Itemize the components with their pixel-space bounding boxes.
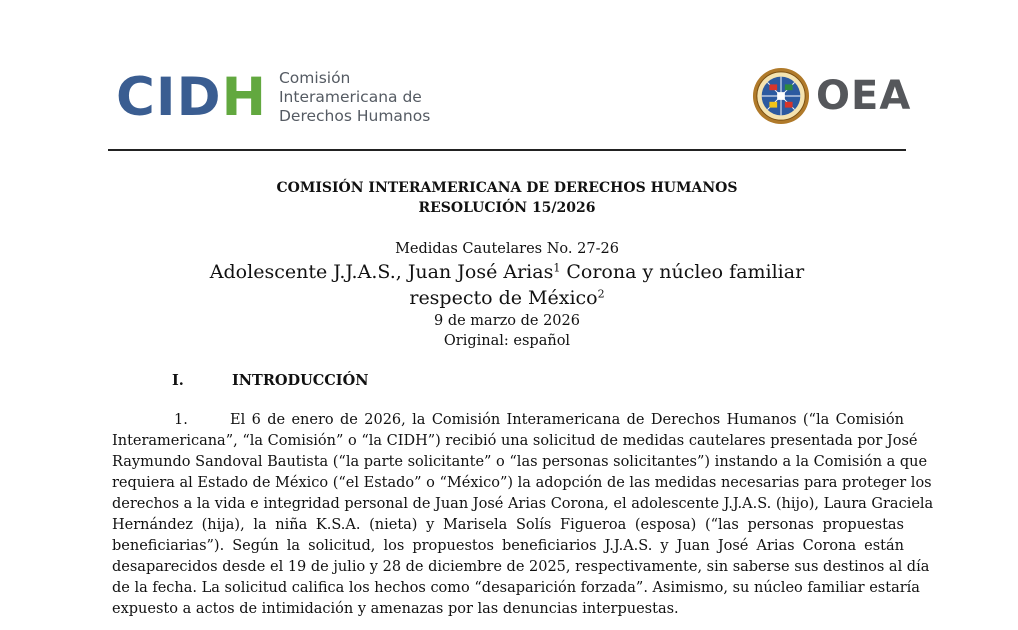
paragraph-line: de la fecha. La solicitud califica los hechos como “desaparición forzada”. Asimismo, su núcleo familiar estaría <box>112 580 920 596</box>
cidh-name-line: Derechos Humanos <box>278 106 431 125</box>
paragraph-line: Interamericana”, “la Comisión” o “la CIDH”) recibió una solicitud de medidas cautelares presentada por José <box>112 433 918 449</box>
resolution-title: RESOLUCIÓN 15/2026 <box>418 200 596 216</box>
paragraph-line: derechos a la vida e integridad personal de Juan José Arias Corona, el adolescente J.J.A.S. (hijo), Laura Graciela <box>112 496 934 512</box>
case-title-line-2 <box>108 287 906 309</box>
paragraph-line: Raymundo Sandoval Bautista (“la parte solicitante” o “las personas solicitantes”) instando a la Comisión a que <box>112 454 928 470</box>
oea-logo <box>752 66 911 126</box>
section-number: I. <box>172 372 184 389</box>
header-divider <box>108 149 906 151</box>
cidh-logo <box>116 66 430 128</box>
footnote-ref-1[interactable]: 1 <box>553 261 561 275</box>
cidh-name-line: Interamericana de <box>278 87 422 106</box>
case-title-text: Adolescente J.J.A.S., Juan José Arias <box>209 261 554 283</box>
original-language: Original: español <box>443 333 571 349</box>
cidh-logo-name <box>279 69 430 126</box>
measures-number: Medidas Cautelares No. 27-26 <box>395 241 619 257</box>
footnote-ref-2[interactable]: 2 <box>597 287 605 301</box>
paragraph-line-text: El 6 de enero de 2026, la Comisión Interamericana de Derechos Humanos (“la Comisión <box>230 412 904 428</box>
paragraph-line: Hernández (hija), la niña K.S.A. (nieta) y Marisela Solís Figueroa (esposa) (“las personas propuestas <box>112 517 904 533</box>
paragraph-line: beneficiarias”). Según la solicitud, los propuestos beneficiarios J.J.A.S. y Juan José Arias Corona están <box>112 538 904 554</box>
oea-logo-text: OEA <box>816 73 912 119</box>
paragraph-line: desaparecidos desde el 19 de julio y 28 de diciembre de 2025, respectivamente, sin saberse sus destinos al día <box>112 559 930 575</box>
cidh-logo-letters: CID <box>116 66 222 128</box>
paragraph-line: expuesto a actos de intimidación y amenazas por las denuncias interpuestas. <box>112 601 679 617</box>
cidh-name-line: Comisión <box>278 68 351 87</box>
paragraph-line: requiera al Estado de México (“el Estado” o “México”) la adopción de las medidas necesarias para proteger los <box>112 475 932 491</box>
cidh-logo-letter-h: H <box>221 66 267 128</box>
resolution-date: 9 de marzo de 2026 <box>434 313 580 329</box>
case-title-text: respecto de México <box>409 287 598 309</box>
paragraph-number: 1. <box>174 412 188 428</box>
cidh-logo-mark <box>116 66 267 128</box>
oea-seal-icon <box>752 67 810 125</box>
paragraph-1 <box>112 410 934 620</box>
organization-title: COMISIÓN INTERAMERICANA DE DERECHOS HUMANOS <box>276 180 738 196</box>
case-title-line-1 <box>108 261 906 283</box>
section-title: INTRODUCCIÓN <box>232 372 369 389</box>
case-title-text: Corona y núcleo familiar <box>560 261 805 283</box>
paragraph-line <box>112 410 904 431</box>
